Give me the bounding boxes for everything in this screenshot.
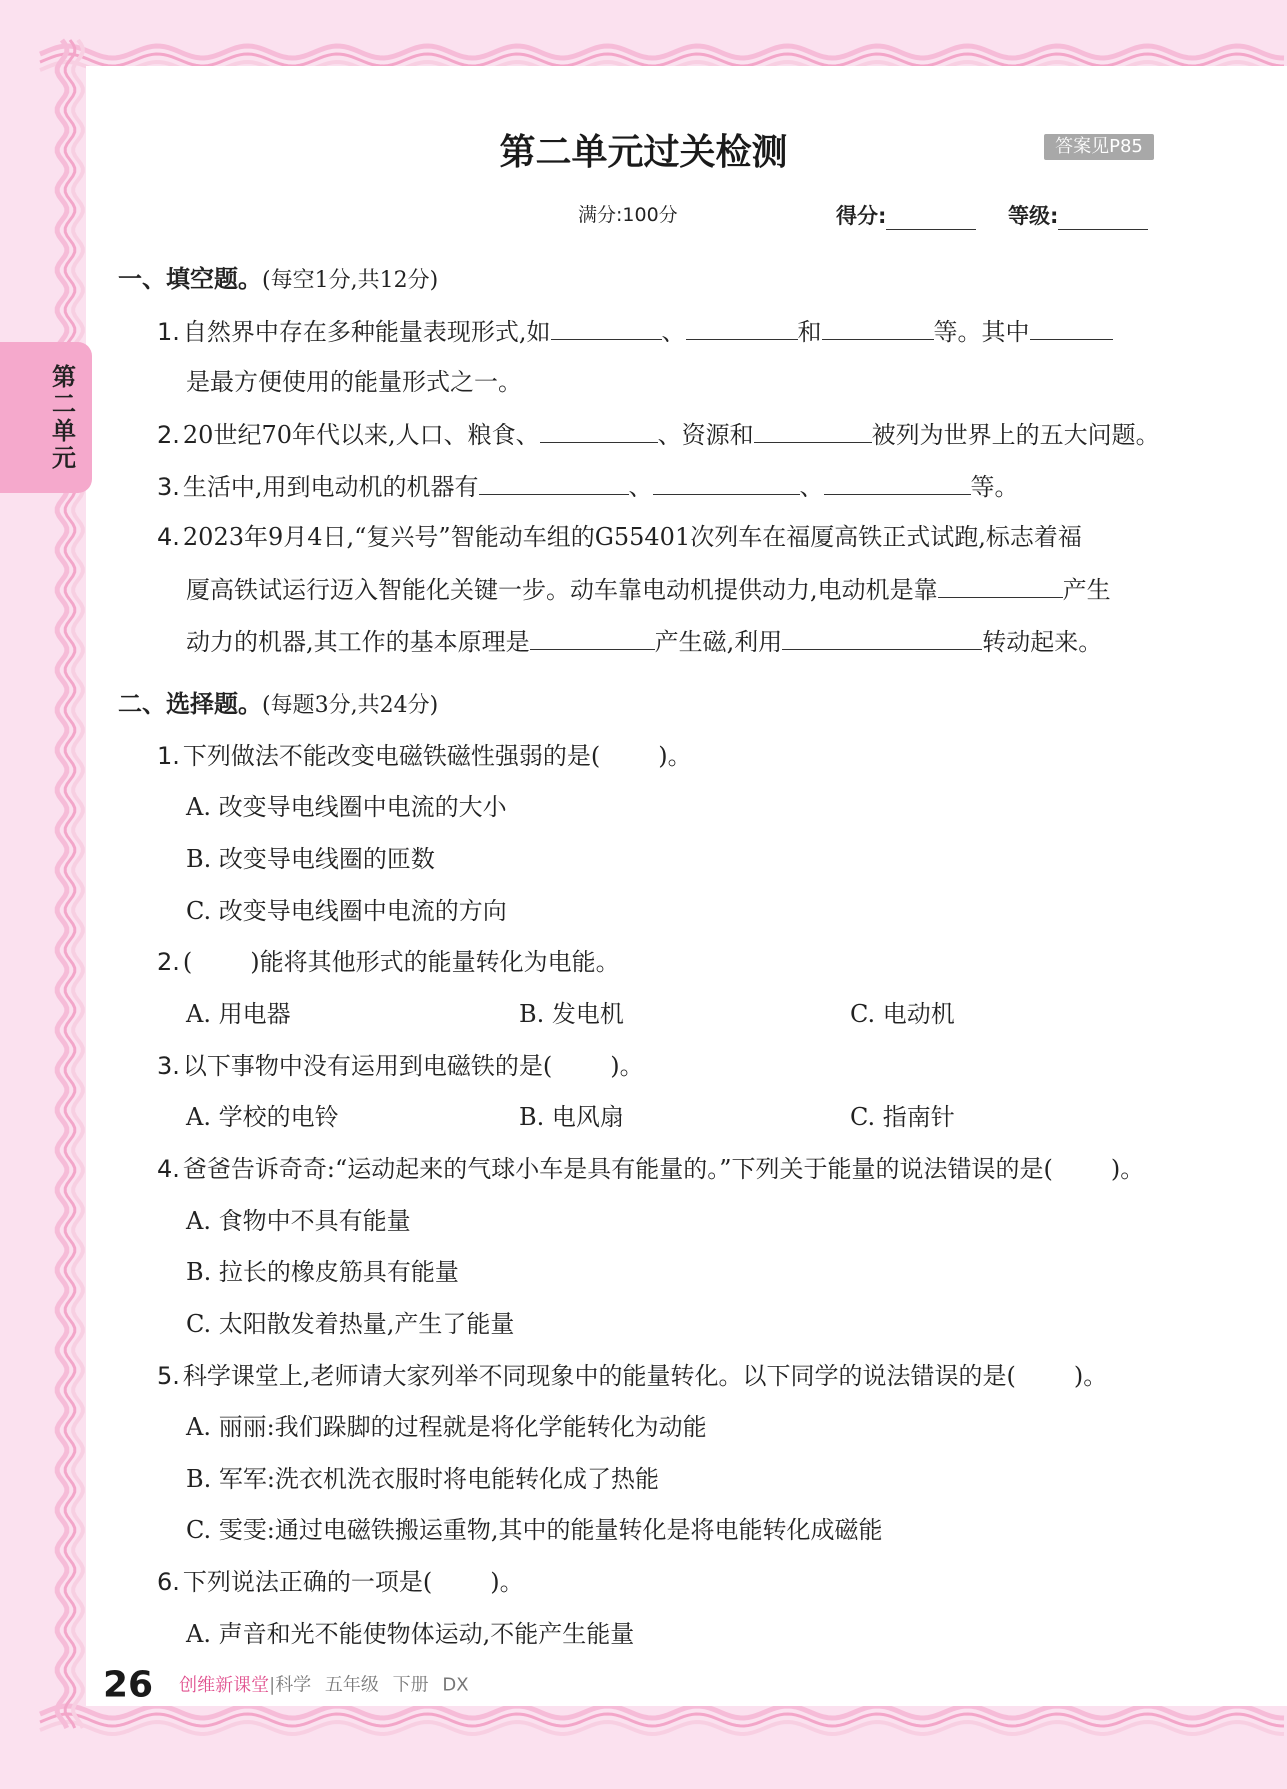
choice-option[interactable]: C. 改变导电线圈中电流的方向 — [186, 896, 507, 925]
answer-reference-badge: 答案见P85 — [1044, 134, 1154, 160]
answer-blank[interactable] — [686, 311, 798, 340]
grade-field: 等级: — [1008, 200, 1148, 230]
footer-separator: | — [269, 1674, 276, 1696]
answer-blank[interactable] — [1030, 311, 1113, 340]
choice-option[interactable]: A. 学校的电铃 — [186, 1103, 339, 1132]
choice-option[interactable]: C. 太阳散发着热量,产生了能量 — [186, 1309, 515, 1338]
choice-option[interactable]: B. 发电机 — [519, 999, 624, 1028]
choice-option[interactable]: A. 声音和光不能使物体运动,不能产生能量 — [186, 1619, 635, 1648]
choice-option[interactable]: C. 雯雯:通过电磁铁搬运重物,其中的能量转化是将电能转化成磁能 — [186, 1516, 883, 1545]
fill-question-4-cont: 动力的机器,其工作的基本原理是 产生磁,利用 转动起来。 — [186, 621, 1102, 661]
section1-heading: 一、填空题。(每空1分,共12分) — [118, 265, 439, 293]
score-field: 得分: — [836, 200, 976, 230]
unit-side-tab — [0, 342, 92, 493]
choice-option[interactable]: A. 用电器 — [186, 999, 291, 1028]
choice-question-4: 4. 爸爸告诉奇奇:“运动起来的气球小车是具有能量的。”下列关于能量的说法错误的是( )。 — [157, 1154, 1145, 1183]
answer-blank[interactable] — [653, 466, 800, 495]
choice-option[interactable]: B. 军军:洗衣机洗衣服时将电能转化成了热能 — [186, 1464, 659, 1493]
answer-blank[interactable] — [938, 569, 1063, 598]
unit-tab-label: 第二单元 — [52, 363, 76, 472]
choice-option[interactable]: B. 拉长的橡皮筋具有能量 — [186, 1258, 459, 1287]
page-footer — [103, 1664, 469, 1707]
fill-question-1: 1. 自然界中存在多种能量表现形式,如 、 和 等。其中 — [157, 311, 1113, 351]
book-info: 科学 五年级 下册 DX — [275, 1674, 469, 1696]
answer-blank[interactable] — [551, 311, 662, 340]
fill-question-4: 4. 2023年9月4日,“复兴号”智能动车组的G55401次列车在福厦高铁正式试跑,标志着福 — [157, 523, 1082, 552]
choice-option[interactable]: B. 改变导电线圈的匝数 — [186, 845, 435, 874]
choice-option[interactable]: A. 改变导电线圈中电流的大小 — [186, 793, 507, 822]
choice-option[interactable]: A. 食物中不具有能量 — [186, 1206, 411, 1235]
brand-name: 创维新课堂 — [179, 1674, 270, 1696]
answer-blank[interactable] — [530, 621, 655, 650]
choice-option[interactable]: C. 电动机 — [850, 999, 955, 1028]
choice-option[interactable]: B. 电风扇 — [519, 1103, 624, 1132]
answer-blank[interactable] — [479, 466, 629, 495]
choice-question-1: 1. 下列做法不能改变电磁铁磁性强弱的是( )。 — [157, 741, 692, 770]
section2-heading: 二、选择题。(每题3分,共24分) — [118, 690, 439, 719]
wave-line — [40, 46, 1284, 58]
wave-line — [40, 1706, 1284, 1718]
choice-option[interactable]: A. 丽丽:我们跺脚的过程就是将化学能转化为动能 — [186, 1413, 707, 1442]
answer-blank[interactable] — [754, 414, 872, 443]
fill-question-4-cont: 厦高铁试运行迈入智能化关键一步。动车靠电动机提供动力,电动机是靠 产生 — [186, 569, 1111, 609]
full-score: 满分:100分 — [578, 204, 678, 226]
fill-question-3: 3. 生活中,用到电动机的机器有 、 、 等。 — [157, 466, 1019, 506]
answer-blank[interactable] — [824, 466, 971, 495]
choice-question-3: 3. 以下事物中没有运用到电磁铁的是( )。 — [157, 1051, 644, 1080]
fill-question-2: 2. 20世纪70年代以来,人口、粮食、 、资源和 被列为世界上的五大问题。 — [157, 414, 1160, 454]
answer-blank[interactable] — [782, 621, 982, 650]
choice-question-6: 6. 下列说法正确的一项是( )。 — [157, 1568, 524, 1597]
answer-blank[interactable] — [540, 414, 658, 443]
page-title: 第二单元过关检测 — [499, 132, 788, 173]
choice-question-5: 5. 科学课堂上,老师请大家列举不同现象中的能量转化。以下同学的说法错误的是( )。 — [157, 1361, 1108, 1390]
answer-blank[interactable] — [822, 311, 934, 340]
page-number: 26 — [103, 1664, 154, 1706]
fill-question-1-cont: 是最方便使用的能量形式之一。 — [186, 368, 522, 397]
choice-option[interactable]: C. 指南针 — [850, 1103, 955, 1132]
choice-question-2: 2. ( )能将其他形式的能量转化为电能。 — [157, 948, 620, 977]
